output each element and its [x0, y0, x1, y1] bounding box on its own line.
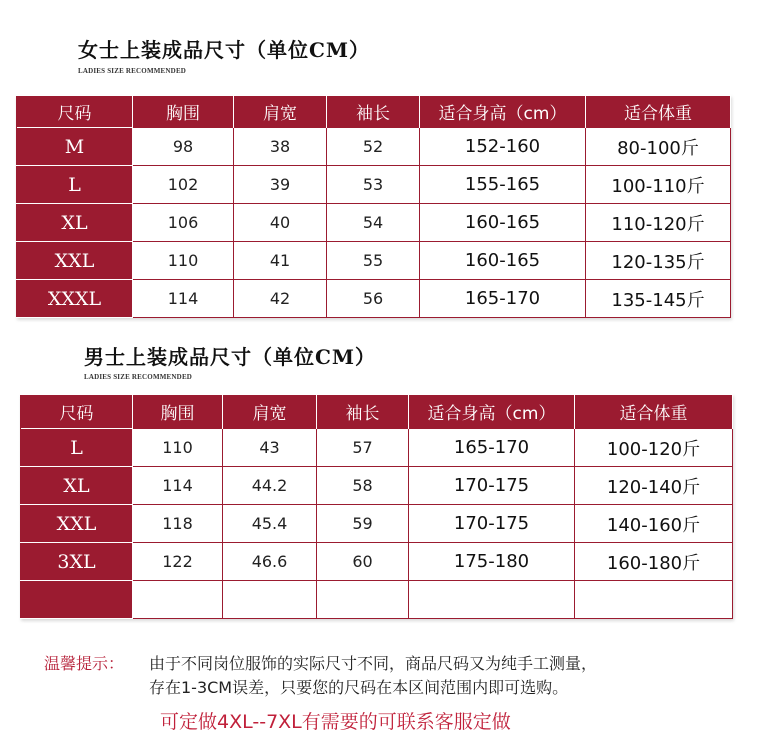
weight-cell: 80-100斤	[586, 128, 731, 166]
custom-order-note: 可定做4XL--7XL有需要的可联系客服定做	[160, 711, 511, 733]
table-row	[21, 505, 733, 543]
sleeve-cell: 56	[327, 280, 420, 318]
shoulder-cell	[223, 581, 317, 619]
table-row	[21, 467, 733, 505]
weight-cell: 110-120斤	[586, 204, 731, 242]
men-table-title: 男士上装成品尺寸（单位CM）	[84, 345, 377, 369]
shoulder-cell: 41	[234, 242, 327, 280]
size-cell: XXL	[17, 242, 133, 280]
header-sleeve: 袖长	[317, 395, 409, 429]
table-row	[17, 204, 731, 242]
men-table-subtitle: LADIES SIZE RECOMMENDED	[84, 373, 193, 381]
header-height: 适合身高（cm）	[420, 96, 586, 128]
women-table-subtitle: LADIES SIZE RECOMMENDED	[78, 67, 187, 75]
sleeve-cell: 54	[327, 204, 420, 242]
height-cell: 152-160	[420, 128, 586, 166]
height-cell: 165-170	[409, 429, 575, 467]
chest-cell: 110	[133, 429, 223, 467]
chest-cell	[133, 581, 223, 619]
chest-cell: 106	[133, 204, 234, 242]
table-header-row	[21, 395, 733, 429]
table-row	[17, 242, 731, 280]
sleeve-cell: 57	[317, 429, 409, 467]
height-cell: 155-165	[420, 166, 586, 204]
height-cell: 165-170	[420, 280, 586, 318]
height-cell: 170-175	[409, 467, 575, 505]
header-shoulder: 肩宽	[223, 395, 317, 429]
height-cell: 170-175	[409, 505, 575, 543]
size-cell: XXL	[21, 505, 133, 543]
header-chest: 胸围	[133, 395, 223, 429]
chest-cell: 110	[133, 242, 234, 280]
header-sleeve: 袖长	[327, 96, 420, 128]
table-row	[17, 166, 731, 204]
height-cell: 160-165	[420, 242, 586, 280]
header-shoulder: 肩宽	[234, 96, 327, 128]
table-header-row	[17, 96, 731, 128]
sleeve-cell: 52	[327, 128, 420, 166]
header-weight: 适合体重	[575, 395, 733, 429]
sleeve-cell: 58	[317, 467, 409, 505]
shoulder-cell: 43	[223, 429, 317, 467]
weight-cell: 135-145斤	[586, 280, 731, 318]
shoulder-cell: 46.6	[223, 543, 317, 581]
header-chest: 胸围	[133, 96, 234, 128]
size-cell: L	[17, 166, 133, 204]
table-row-empty	[21, 581, 733, 619]
shoulder-cell: 40	[234, 204, 327, 242]
header-height: 适合身高（cm）	[409, 395, 575, 429]
size-cell: L	[21, 429, 133, 467]
shoulder-cell: 39	[234, 166, 327, 204]
women-table-title: 女士上装成品尺寸（单位CM）	[78, 38, 371, 62]
chest-cell: 98	[133, 128, 234, 166]
table-row	[17, 280, 731, 318]
size-cell: XL	[21, 467, 133, 505]
height-cell: 160-165	[420, 204, 586, 242]
chest-cell: 114	[133, 280, 234, 318]
tip-text-line-2: 存在1-3CM误差，只要您的尺码在本区间范围内即可选购。	[149, 678, 569, 697]
table-row	[17, 128, 731, 166]
size-cell	[21, 581, 133, 619]
weight-cell	[575, 581, 733, 619]
table-row	[21, 543, 733, 581]
weight-cell: 100-120斤	[575, 429, 733, 467]
size-cell: XXXL	[17, 280, 133, 318]
height-cell	[409, 581, 575, 619]
sleeve-cell: 53	[327, 166, 420, 204]
header-size: 尺码	[17, 96, 133, 128]
size-cell: 3XL	[21, 543, 133, 581]
weight-cell: 160-180斤	[575, 543, 733, 581]
shoulder-cell: 42	[234, 280, 327, 318]
men-size-table	[20, 394, 733, 619]
table-row	[21, 429, 733, 467]
shoulder-cell: 44.2	[223, 467, 317, 505]
sleeve-cell: 60	[317, 543, 409, 581]
shoulder-cell: 45.4	[223, 505, 317, 543]
height-cell: 175-180	[409, 543, 575, 581]
sleeve-cell	[317, 581, 409, 619]
size-cell: M	[17, 128, 133, 166]
weight-cell: 100-110斤	[586, 166, 731, 204]
shoulder-cell: 38	[234, 128, 327, 166]
chest-cell: 102	[133, 166, 234, 204]
weight-cell: 120-140斤	[575, 467, 733, 505]
weight-cell: 140-160斤	[575, 505, 733, 543]
header-size: 尺码	[21, 395, 133, 429]
sleeve-cell: 59	[317, 505, 409, 543]
chest-cell: 122	[133, 543, 223, 581]
sleeve-cell: 55	[327, 242, 420, 280]
weight-cell: 120-135斤	[586, 242, 731, 280]
women-size-table	[16, 95, 731, 318]
size-cell: XL	[17, 204, 133, 242]
chest-cell: 114	[133, 467, 223, 505]
header-weight: 适合体重	[586, 96, 731, 128]
tip-label: 温馨提示：	[44, 654, 125, 673]
chest-cell: 118	[133, 505, 223, 543]
tip-text-line-1: 由于不同岗位服饰的实际尺寸不同，商品尺码又为纯手工测量，	[149, 654, 598, 673]
